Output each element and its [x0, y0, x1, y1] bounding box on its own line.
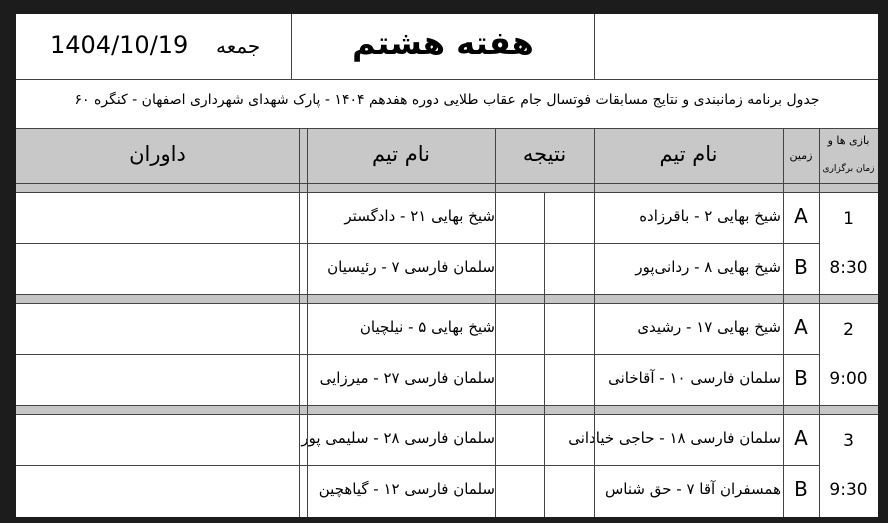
games-header-line1: بازی ها و: [827, 134, 870, 147]
team-cell: همسفران آقا ۷ - حق شناس: [604, 480, 781, 498]
team-cell: شیخ بهایی ۲۱ - دادگستر: [344, 207, 495, 225]
field-cell: B: [794, 366, 808, 390]
game-number: 3: [843, 431, 854, 451]
week-title: هفته هشتم: [352, 24, 534, 62]
schedule-sheet: [16, 14, 878, 517]
day-text: جمعه: [216, 34, 261, 58]
game-time: 8:30: [829, 258, 868, 278]
date-text: 1404/10/19: [50, 31, 189, 59]
subtitle: جدول برنامه زمانبندی و نتایج مسابقات فوتسال جام عقاب طلایی دوره هفدهم ۱۴۰۴ - پارک شهدای شهرداری اصفهان - کنگره ۶۰: [74, 92, 820, 108]
team-cell: شیخ بهایی ۱۷ - رشیدی: [637, 318, 781, 336]
team-cell: شیخ بهایی ۵ - نیلچیان: [359, 318, 495, 336]
team-cell: شیخ بهایی ۸ - ردانی‌پور: [635, 258, 781, 276]
games-header-line2: زمان برگزاری: [822, 164, 875, 174]
field-cell: A: [794, 204, 808, 228]
team-cell: شیخ بهایی ۲ - باقرزاده: [639, 207, 781, 225]
team-cell: سلمان فارسی ۲۸ - سلیمی پور: [301, 429, 495, 447]
team-header-left: نام تیم: [371, 142, 431, 166]
result-header: نتیجه: [522, 142, 567, 166]
game-number: 2: [843, 320, 854, 340]
field-cell: B: [794, 477, 808, 501]
field-cell: A: [794, 426, 808, 450]
field-cell: B: [794, 255, 808, 279]
game-time: 9:30: [829, 480, 868, 500]
team-cell: سلمان فارسی ۲۷ - میرزایی: [319, 369, 495, 387]
team-cell: سلمان فارسی ۱۸ - حاجی خیادانی: [568, 429, 781, 447]
referees-header: داوران: [129, 142, 186, 166]
field-cell: A: [794, 315, 808, 339]
team-header-right: نام تیم: [659, 142, 718, 166]
team-cell: سلمان فارسی ۷ - رئیسیان: [327, 258, 495, 276]
game-number: 1: [843, 209, 854, 229]
team-cell: سلمان فارسی ۱۰ - آقاخانی: [608, 369, 781, 387]
team-cell: سلمان فارسی ۱۲ - گیاهچین: [318, 480, 495, 498]
field-header: زمین: [789, 149, 813, 162]
game-time: 9:00: [829, 369, 868, 389]
